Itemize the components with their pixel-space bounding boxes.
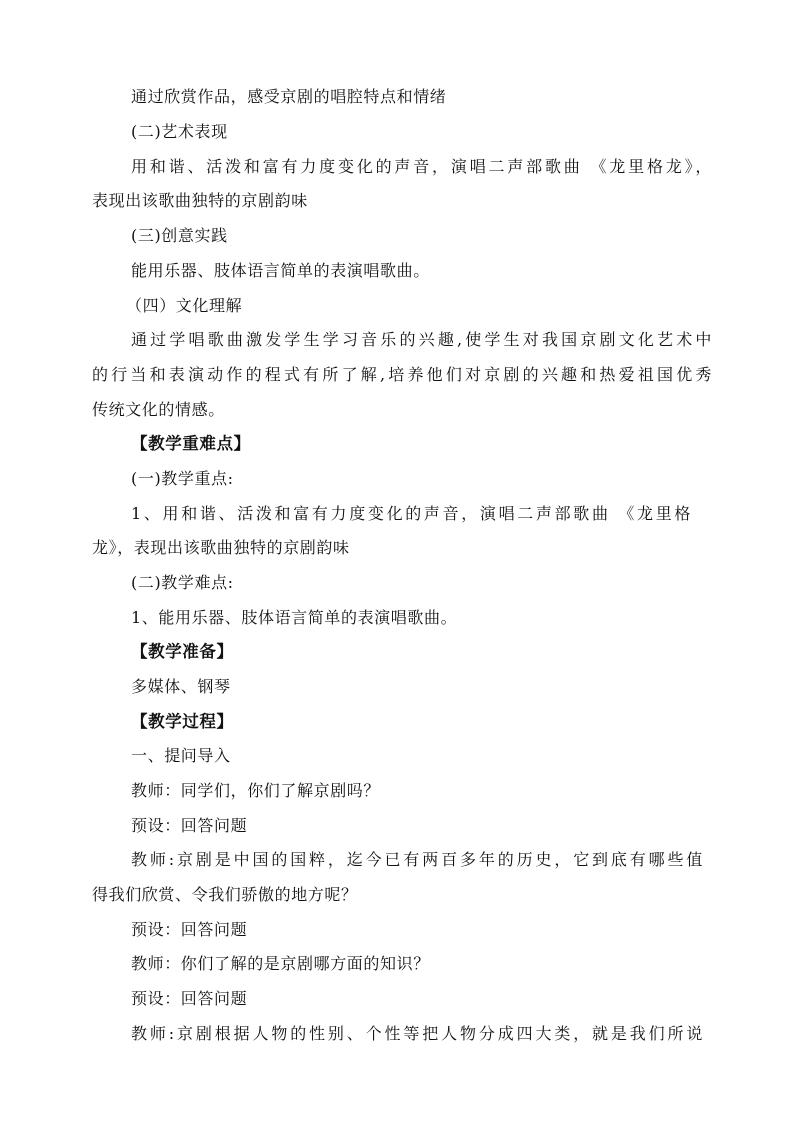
paragraph-line: 用和谐、活泼和富有力度变化的声音，演唱二声部歌曲 《龙里格龙》， bbox=[131, 157, 712, 176]
subheading-teaching-focus: (一)教学重点: bbox=[131, 469, 234, 488]
paragraph-line: 得我们欣赏、令我们骄傲的地方呢？ bbox=[92, 885, 358, 904]
paragraph-line: 教师：你们了解的是京剧哪方面的知识？ bbox=[131, 954, 430, 973]
paragraph-line: 能用乐器、肢体语言简单的表演唱歌曲。 bbox=[131, 261, 430, 280]
paragraph-line: 教师:京剧根据人物的性别、个性等把人物分成四大类，就是我们所说 bbox=[131, 1024, 703, 1043]
subheading-artistic-expression: (二)艺术表现 bbox=[131, 122, 228, 141]
paragraph-line: 龙》，表现出该歌曲独特的京剧韵味 bbox=[92, 538, 350, 557]
objective-appreciation: 通过欣赏作品，感受京剧的唱腔特点和情绪 bbox=[131, 87, 447, 106]
subheading-introduction: 一、提问导入 bbox=[131, 746, 231, 765]
paragraph-line: 1、能用乐器、肢体语言简单的表演唱歌曲。 bbox=[131, 608, 458, 627]
paragraph-line: 通过学唱歌曲激发学生学习音乐的兴趣,使学生对我国京剧文化艺术中 bbox=[131, 330, 712, 349]
subheading-teaching-difficulty: (二)教学难点: bbox=[131, 573, 234, 592]
section-heading-process: 【教学过程】 bbox=[131, 712, 234, 731]
subheading-cultural-understanding: （四）文化理解 bbox=[126, 296, 243, 315]
paragraph-line: 的行当和表演动作的程式有所了解,培养他们对京剧的兴趣和热爱祖国优秀 bbox=[92, 365, 712, 384]
paragraph-line: 表现出该歌曲独特的京剧韵味 bbox=[92, 191, 308, 210]
paragraph-line: 1、用和谐、活泼和富有力度变化的声音，演唱二声部歌曲 《龙里格 bbox=[131, 504, 691, 523]
paragraph-line: 预设：回答问题 bbox=[131, 989, 248, 1008]
section-heading-preparation: 【教学准备】 bbox=[131, 642, 234, 661]
paragraph-line: 多媒体、钢琴 bbox=[131, 677, 231, 696]
paragraph-line: 教师：同学们，你们了解京剧吗？ bbox=[131, 781, 381, 800]
paragraph-line: 预设：回答问题 bbox=[131, 920, 248, 939]
paragraph-line: 预设：回答问题 bbox=[131, 816, 248, 835]
paragraph-line: 传统文化的情感。 bbox=[92, 400, 225, 419]
paragraph-line: 教师:京剧是中国的国粹，迄今已有两百多年的历史，它到底有哪些值 bbox=[131, 850, 703, 869]
subheading-creative-practice: (三)创意实践 bbox=[131, 226, 228, 245]
section-heading-key-points: 【教学重难点】 bbox=[131, 434, 251, 453]
